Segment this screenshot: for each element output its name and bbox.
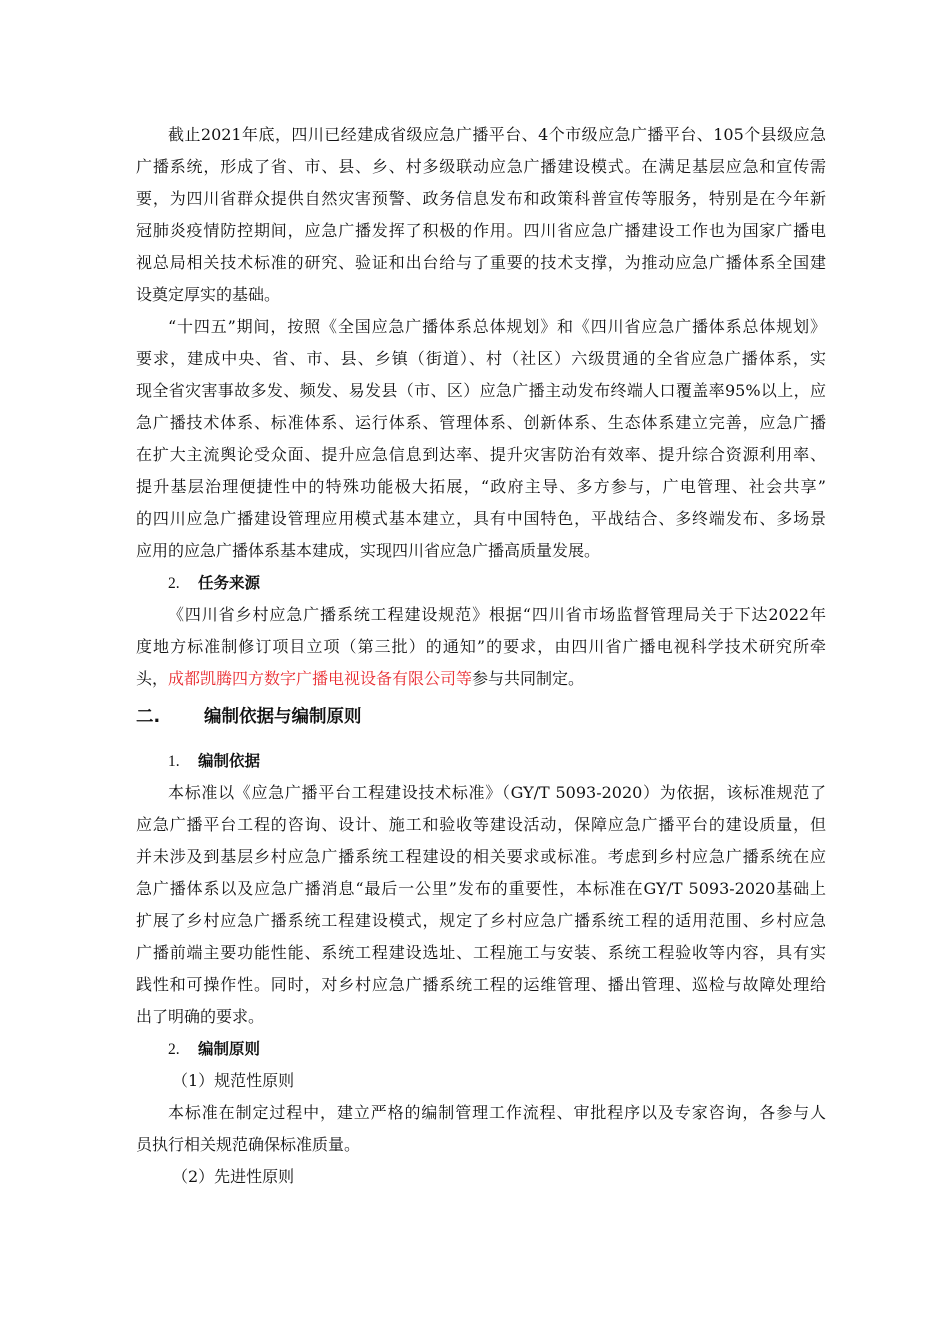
text-line: 截止2021年底，四川已经建成省级应急广播平台、4个市级应急广播平台、105个县级应急	[168, 125, 826, 144]
paragraph-task-source	[136, 599, 826, 695]
text-line: 的四川应急广播建设管理应用模式基本建立，具有中国特色，平战结合、多终端发布、多场景	[136, 509, 826, 528]
heading-title: 编制原则	[198, 1040, 261, 1058]
text-line: 度地方标准制修订项目立项（第三批）的通知”的要求，由四川省广播电视科学技术研究所牵	[136, 637, 826, 656]
heading-task-source	[136, 567, 826, 599]
section-title: 编制依据与编制原则	[204, 707, 362, 727]
text-line: 应用的应急广播体系基本建成，实现四川省应急广播高质量发展。	[136, 541, 601, 560]
paragraph-background	[136, 119, 826, 311]
principle-advanced: （2）先进性原则	[172, 1167, 295, 1186]
text-line	[136, 663, 826, 695]
text-line: 急广播体系以及应急广播消息“最后一公里”发布的重要性，本标准在GY/T 5093-2020基础上	[136, 879, 826, 898]
heading-number: 2.	[168, 1041, 180, 1058]
text-line: 冠肺炎疫情防控期间，应急广播发挥了积极的作用。四川省应急广播建设工作也为国家广播电	[136, 221, 826, 240]
text-line: 要，为四川省群众提供自然灾害预警、政务信息发布和政策科普宣传等服务，特别是在今年新	[136, 189, 826, 208]
text-line: 践性和可操作性。同时，对乡村应急广播系统工程的运维管理、播出管理、巡检与故障处理给	[136, 975, 826, 994]
paragraph-14th-five-year	[136, 311, 826, 567]
highlighted-company-name: 成都凯腾四方数字广播电视设备有限公司等	[168, 669, 473, 688]
text-line: 急广播技术体系、标准体系、运行体系、管理体系、创新体系、生态体系建立完善，应急广播	[136, 413, 826, 432]
heading-title: 任务来源	[198, 574, 261, 592]
text-segment: 参与共同制定。	[472, 669, 585, 688]
heading-title: 编制依据	[198, 752, 261, 770]
heading-number: 2.	[168, 575, 180, 592]
heading-number: 1.	[168, 753, 180, 770]
paragraph-normative	[136, 1097, 826, 1161]
section-number: 二.	[136, 707, 161, 727]
principle-normative: （1）规范性原则	[172, 1071, 295, 1090]
text-line: 现全省灾害事故多发、频发、易发县（市、区）应急广播主动发布终端人口覆盖率95%以上，应	[136, 381, 826, 400]
text-segment: 头，	[136, 669, 169, 688]
heading-basis	[136, 745, 826, 777]
text-line: 应急广播平台工程的咨询、设计、施工和验收等建设活动，保障应急广播平台的建设质量，但	[136, 815, 826, 834]
paragraph-basis	[136, 777, 826, 1033]
text-line: “十四五”期间，按照《全国应急广播体系总体规划》和《四川省应急广播体系总体规划》	[168, 317, 826, 336]
text-line: 提升基层治理便捷性中的特殊功能极大拓展，“政府主导、多方参与，广电管理、社会共享”	[136, 477, 826, 496]
text-line: 员执行相关规范确保标准质量。	[136, 1135, 361, 1154]
text-line: 并未涉及到基层乡村应急广播系统工程建设的相关要求或标准。考虑到乡村应急广播系统在应	[136, 847, 826, 866]
text-line: 本标准以《应急广播平台工程建设技术标准》（GY/T 5093-2020）为依据，该标准规范了	[168, 783, 826, 802]
section-heading	[136, 701, 826, 733]
text-line: 《四川省乡村应急广播系统工程建设规范》根据“四川省市场监督管理局关于下达2022年	[168, 605, 826, 624]
text-line: 广播系统，形成了省、市、县、乡、村多级联动应急广播建设模式。在满足基层应急和宣传需	[136, 157, 826, 176]
document-page	[136, 119, 826, 1193]
text-line: 要求，建成中央、省、市、县、乡镇（街道）、村（社区）六级贯通的全省应急广播体系，实	[136, 349, 826, 368]
heading-principles	[136, 1033, 826, 1065]
text-line: 广播前端主要功能性能、系统工程建设选址、工程施工与安装、系统工程验收等内容，具有实	[136, 943, 826, 962]
text-line: 设奠定厚实的基础。	[136, 285, 281, 304]
text-line: 在扩大主流舆论受众面、提升应急信息到达率、提升灾害防治有效率、提升综合资源利用率、	[136, 445, 826, 464]
text-line: 视总局相关技术标准的研究、验证和出台给与了重要的技术支撑，为推动应急广播体系全国建	[136, 253, 826, 272]
text-line: 扩展了乡村应急广播系统工程建设模式，规定了乡村应急广播系统工程的适用范围、乡村应急	[136, 911, 826, 930]
text-line: 出了明确的要求。	[136, 1007, 265, 1026]
text-line: 本标准在制定过程中，建立严格的编制管理工作流程、审批程序以及专家咨询，各参与人	[168, 1103, 826, 1122]
